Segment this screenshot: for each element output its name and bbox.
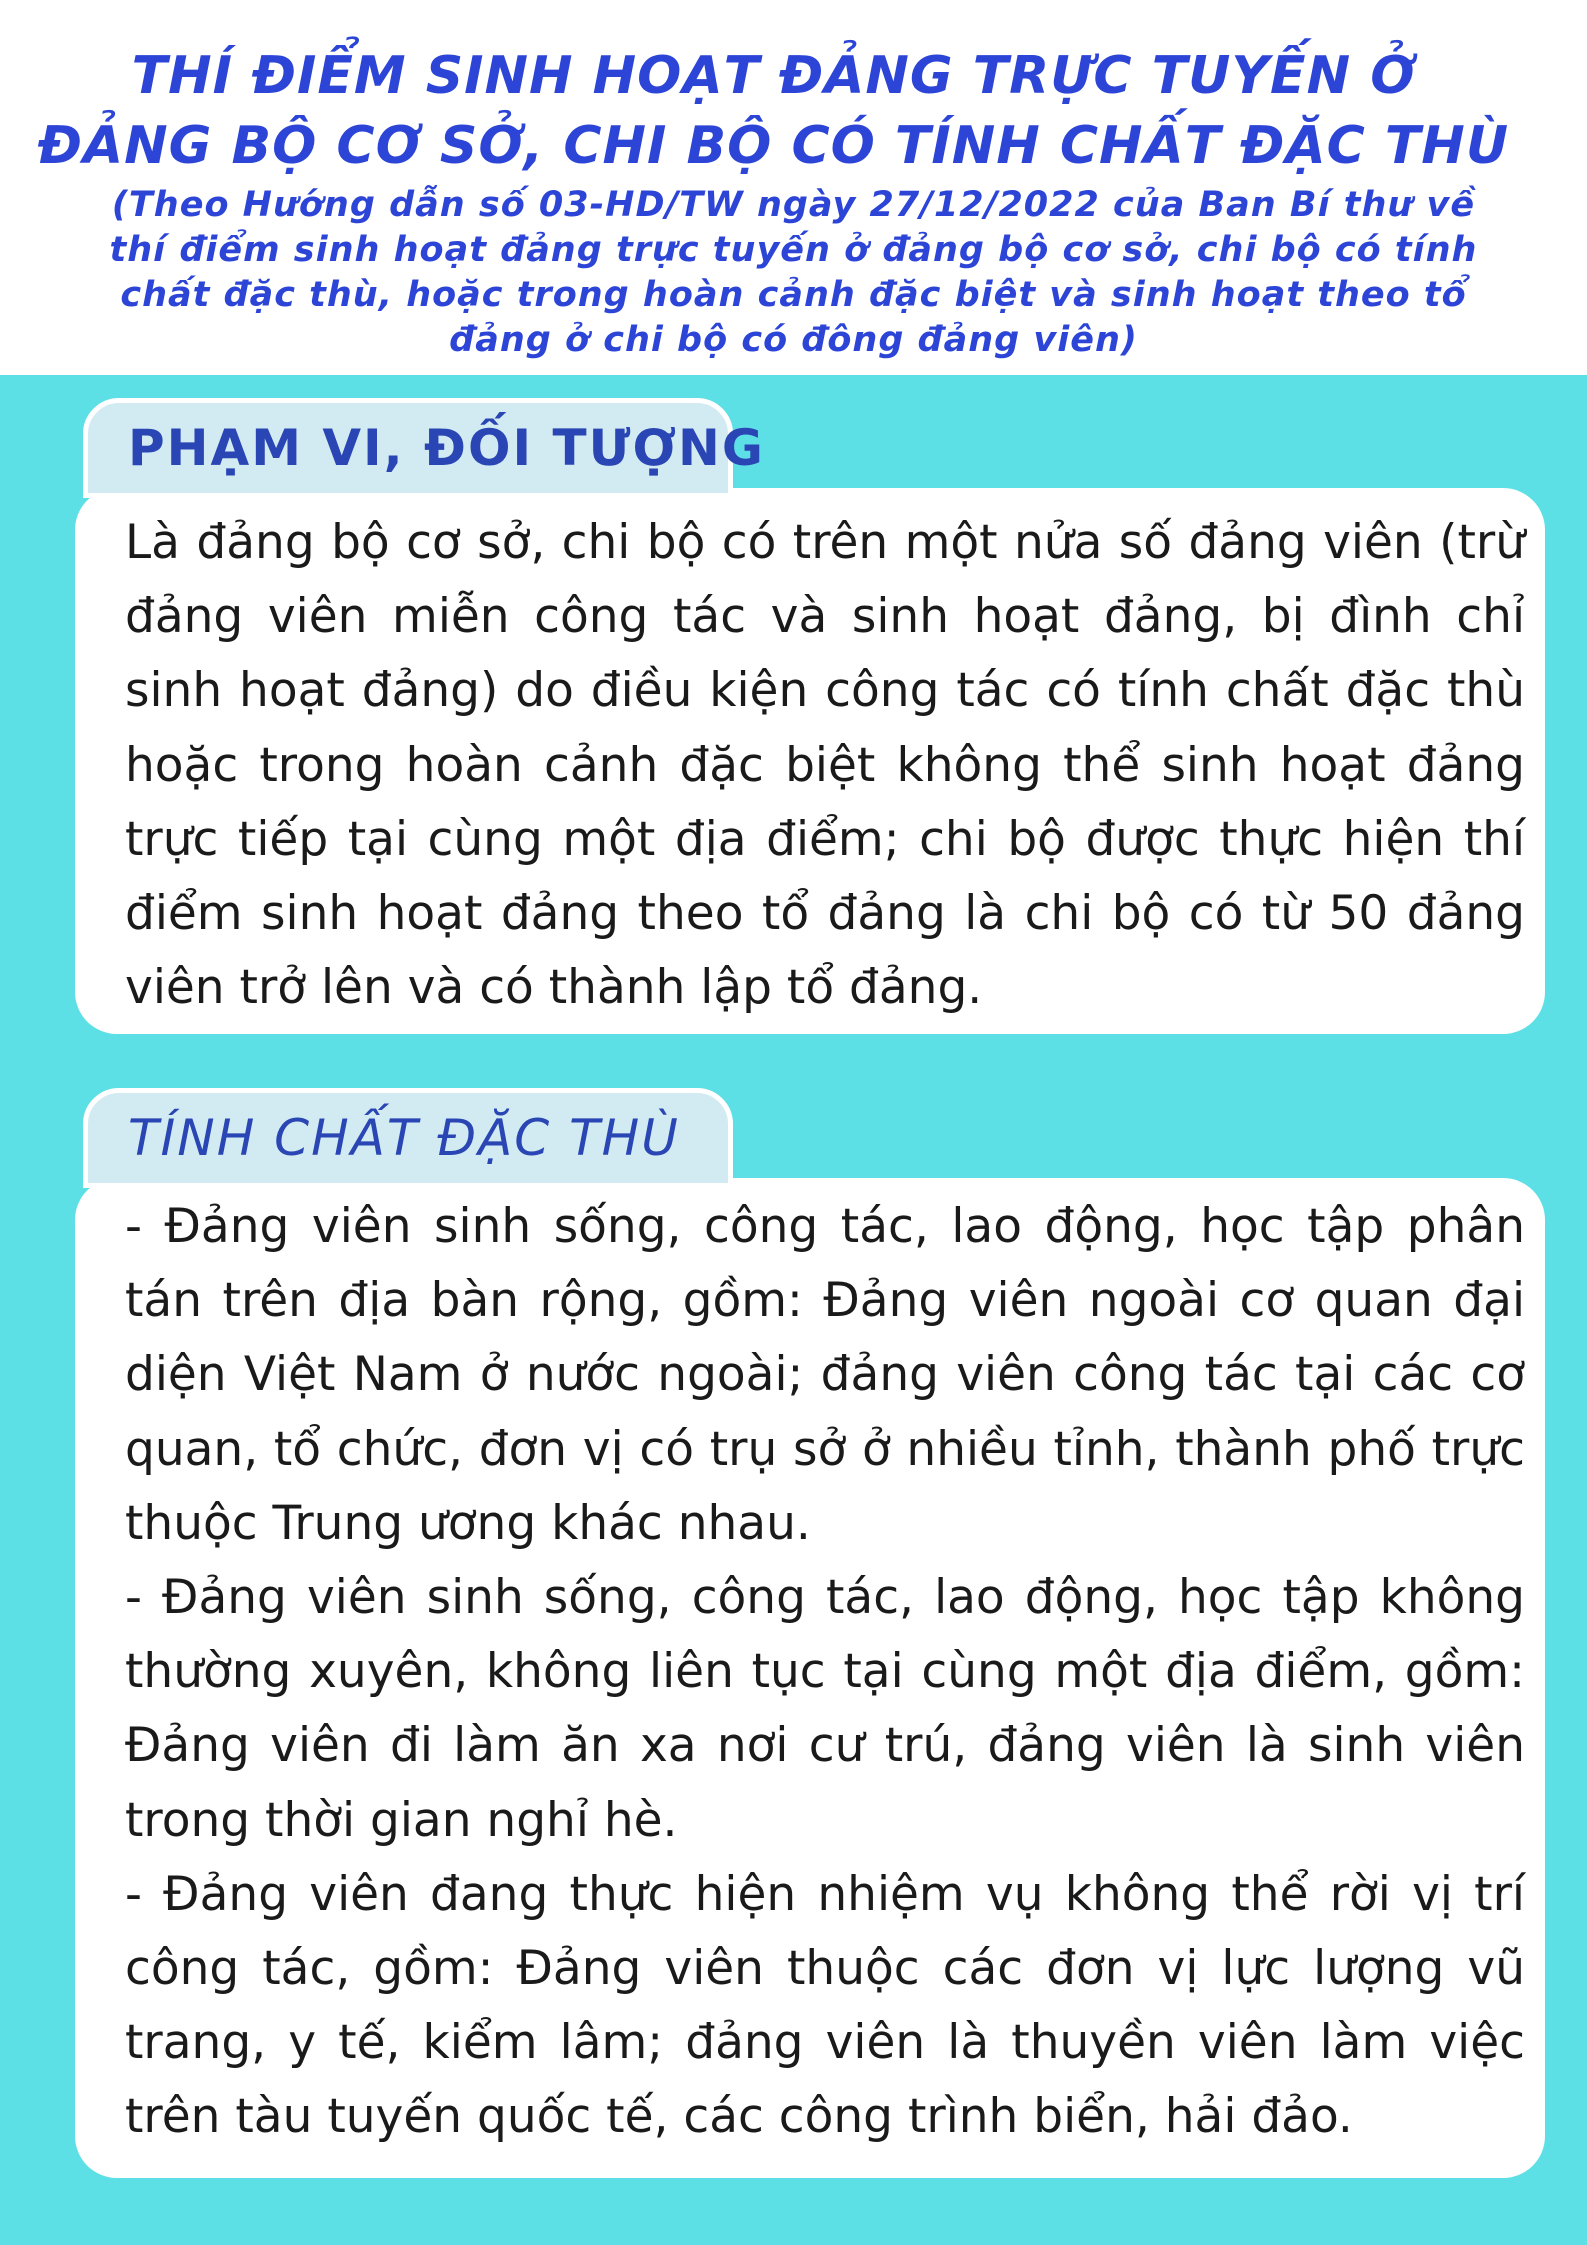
page-subtitle: (Theo Hướng dẫn số 03-HD/TW ngày 27/12/2022 của Ban Bí thư về thí điểm sinh hoạt đảng trực tuyến ở đảng bộ cơ sở, chi bộ có tính chất đặc thù, hoặc trong hoàn cảnh đặc biệt và sinh hoạt theo tổ đảng ở chi bộ có đông đảng viên) (109, 185, 1478, 360)
page-title-line-1: THÍ ĐIỂM SINH HOẠT ĐẢNG TRỰC TUYẾN Ở (131, 46, 1416, 106)
scope-heading: PHẠM VI, ĐỐI TƯỢNG (128, 419, 765, 477)
header (0, 0, 1587, 375)
characteristics-heading: TÍNH CHẤT ĐẶC THÙ (128, 1109, 680, 1167)
scope-paragraph: Là đảng bộ cơ sở, chi bộ có trên một nửa số đảng viên (trừ đảng viên miễn công tác và sinh hoạt đảng, bị đình chỉ sinh hoạt đảng) do điều kiện công tác có tính chất đặc thù hoặc trong hoàn cảnh đặc biệt không thể sinh hoạt đảng trực tiếp tại cùng một địa điểm; chi bộ được thực hiện thí điểm sinh hoạt đảng theo tổ đảng là chi bộ có từ 50 đảng viên trở lên và có thành lập tổ đảng. (125, 515, 1525, 1016)
page-title-line-2: ĐẢNG BỘ CƠ SỞ, CHI BỘ CÓ TÍNH CHẤT ĐẶC THÙ (37, 116, 1510, 176)
characteristics-item-1: - Đảng viên sinh sống, công tác, lao động, học tập phân tán trên địa bàn rộng, gồm: Đảng viên ngoài cơ quan đại diện Việt Nam ở nước ngoài; đảng viên công tác tại các cơ quan, tổ chức, đơn vị có trụ sở ở nhiều tỉnh, thành phố trực thuộc Trung ương khác nhau. (125, 1199, 1525, 1551)
characteristics-text (125, 1190, 1525, 2155)
characteristics-heading-tab (83, 1088, 733, 1188)
characteristics-item-3: - Đảng viên đang thực hiện nhiệm vụ không thể rời vị trí công tác, gồm: Đảng viên thuộc các đơn vị lực lượng vũ trang, y tế, kiểm lâm; đảng viên là thuyền viên làm việc trên tàu tuyến quốc tế, các công trình biển, hải đảo. (125, 1866, 1525, 2145)
characteristics-card (75, 1178, 1545, 2178)
scope-heading-tab (83, 398, 765, 498)
scope-card (75, 488, 1545, 1034)
scope-text (125, 506, 1525, 1025)
characteristics-item-2: - Đảng viên sinh sống, công tác, lao động, học tập không thường xuyên, không liên tục tại cùng một địa điểm, gồm: Đảng viên đi làm ăn xa nơi cư trú, đảng viên là sinh viên trong thời gian nghỉ hè. (125, 1570, 1525, 1848)
